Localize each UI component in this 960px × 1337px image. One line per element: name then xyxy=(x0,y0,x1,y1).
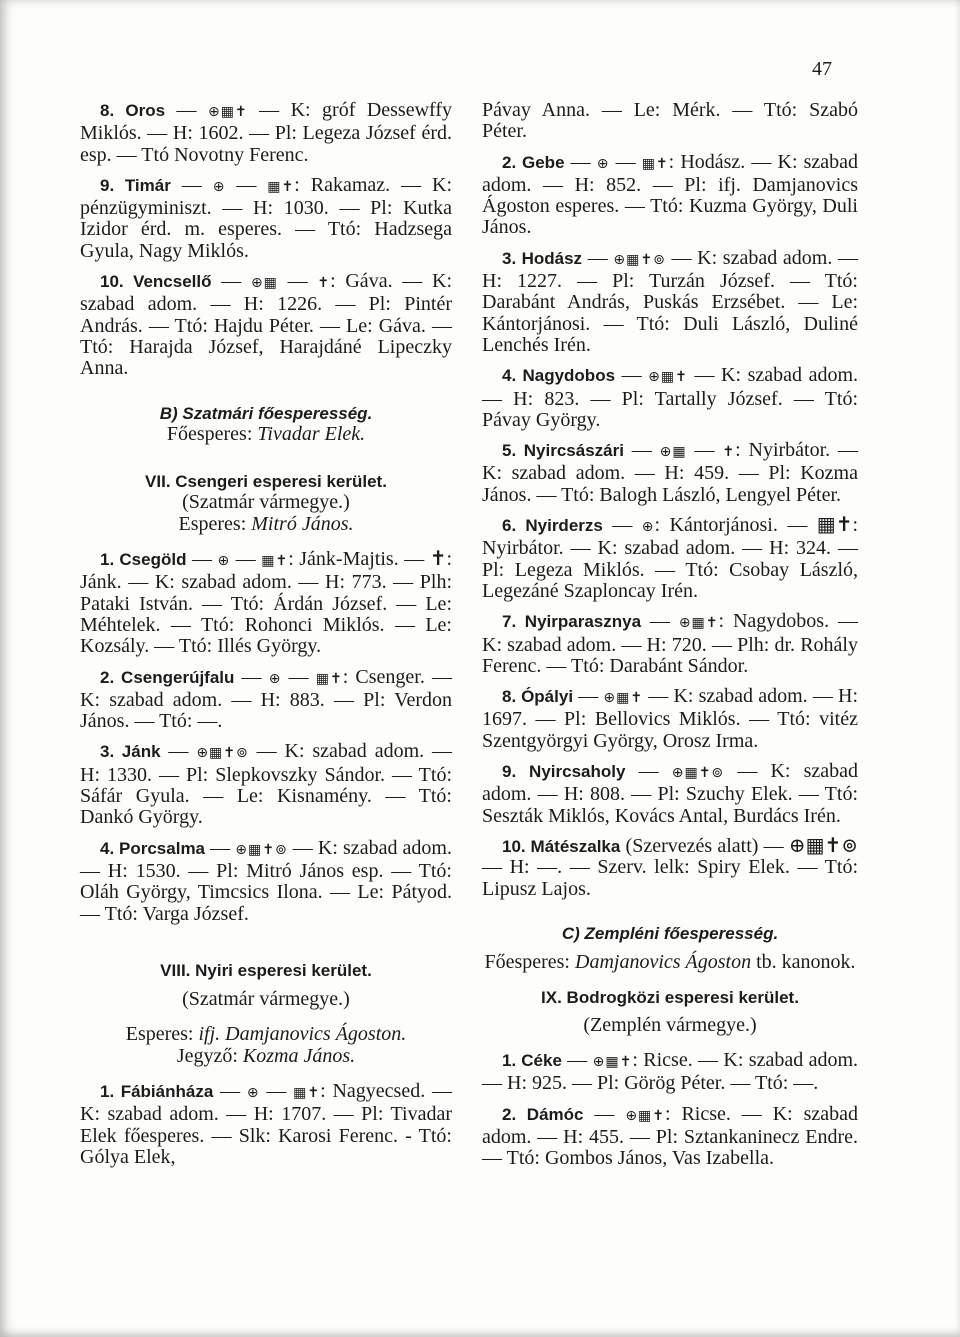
parish-symbols-icon: ⊕▦✝ xyxy=(592,1053,633,1070)
parish-entry-csengerujfalu: 2. Csengerújfalu — ⊕ — ▦✝: Csenger. — K: szabad adom. — H: 883. — Pl: Verdon János. — Ttó: —. xyxy=(80,665,452,733)
parish-entry-damoc: 2. Dámóc — ⊕▦✝: Ricse. — K: szabad adom. — H: 455. — Pl: Sztankaninecz Endre. — Ttó: Gombos János, Vas Izabella. xyxy=(482,1102,859,1170)
parish-entry-gebe: 2. Gebe — ⊕ — ▦✝: Hodász. — K: szabad adom. — H: 852. — Pl: ifj. Damjanovics Ágoston esperes. — Ttó: Kuzma György, Duli János. xyxy=(482,150,859,239)
parish-details: : Kántorjánosi. — ▦✝: Nyirbátor. — K: szabad adom. — H: 324. — Pl: Legeza Miklós. — Ttó: Csobay László, Legezáné Szaploncay Irén. xyxy=(482,514,859,602)
parish-details: : Nagyecsed. — K: szabad adom. — H: 1707. — Pl: Tivadar Elek főesperes. — Slk: Karosi Ferenc. - Ttó: Gólya Elek, xyxy=(80,1079,453,1168)
parish-symbols-icon: ▦✝ xyxy=(315,670,343,687)
parish-entry-jank: 3. Jánk — ⊕▦✝⊚ — K: szabad adom. — H: 1330. — Pl: Slepkovszky Sándor. — Ttó: Sáfár Gyula. — Le: Kisnamény. — Ttó: Dankó György. xyxy=(80,740,453,829)
dean-label: Főesperes: xyxy=(166,422,253,445)
parish-entry-nyircsaholy: 9. Nyircsaholy — ⊕▦✝⊚ — K: szabad adom. — H: 808. — Pl: Szuchy Elek. — Ttó: Seszták Miklós, Kovács Antal, Burdács Irén. xyxy=(482,760,859,827)
parish-entry-opalyi: 8. Ópályi — ⊕▦✝ — K: szabad adom. — H: 1697. — Pl: Bellovics Miklós. — Ttó: vitéz Szentgyörgyi György, Orosz Irma. xyxy=(482,685,859,752)
parish-entry-hodasz: 3. Hodász — ⊕▦✝⊚ — K: szabad adom. — H: 1227. — Pl: Turzán József. — Ttó: Darabánt András, Puskás Erzsébet. — Le: Kántorjánosi. — Ttó: Duli László, Duliné Lenchés Irén. xyxy=(482,246,858,356)
parish-name: 3. Hodász xyxy=(502,248,583,268)
parish-symbols-icon: ⊕▦✝ xyxy=(678,615,719,632)
parish-symbols-icon: ⊕▦✝⊚ xyxy=(235,841,288,858)
parish-details: (Szervezés alatt) — ⊕▦✝⊚ — H: —. — Szerv. lelk: Spiry Elek. — Ttó: Lipusz Lajos. xyxy=(482,834,858,900)
parish-details: : Hodász. — K: szabad adom. — H: 852. — Pl: ifj. Damjanovics Ágoston esperes. — Ttó: Kuzma György, Duli János. xyxy=(482,150,859,239)
parish-entry-fabianhaza: 1. Fábiánháza — ⊕ — ▦✝: Nagyecsed. — K: szabad adom. — H: 1707. — Pl: Tivadar Elek főesperes. — Slk: Karosi Ferenc. - Ttó: Gólya Elek, xyxy=(80,1079,453,1168)
right-column xyxy=(482,100,858,1178)
parish-details: : Jánk-Majtis. — ✝: Jánk. — K: szabad adom. — H: 773. — Plh: Pataki István. — Ttó: Árdán József. — Le: Méhtelek. — Ttó: Rohonci Miklós. — Le: Kozsály. — Ttó: Illés György. xyxy=(80,548,453,658)
dean-name: Damjanovics Ágoston xyxy=(575,951,752,974)
parish-name: 4. Porcsalma xyxy=(100,838,206,858)
parish-symbols-icon: ⊕ xyxy=(641,519,655,536)
parish-symbols-icon: ⊕▦ xyxy=(250,275,278,292)
dean-label: Főesperes: xyxy=(484,951,570,974)
county-line: (Szatmár vármegye.) xyxy=(182,491,350,514)
parish-symbols-icon: ⊕ xyxy=(217,553,231,570)
parish-entry-porcsalma: 4. Porcsalma — ⊕▦✝⊚ — K: szabad adom. — H: 1530. — Pl: Mitró János esp. — Ttó: Oláh György, Timcsics Ilona. — Le: Pátyod. — Ttó: Varga József. xyxy=(80,836,452,925)
district-heading: VII. Csengeri esperesi kerület. xyxy=(145,472,387,492)
dean-name: ifj. Damjanovics Ágoston. xyxy=(198,1023,407,1046)
page-number: 47 xyxy=(812,58,832,80)
dean-name: Tivadar Elek. xyxy=(257,422,366,445)
parish-symbols-icon: ⊕▦✝ xyxy=(207,104,248,120)
parish-details: : Csenger. — K: szabad adom. — H: 883. — Pl: Verdon János. — Ttó: —. xyxy=(80,665,452,733)
dean-line xyxy=(482,952,858,973)
notary-name: Kozma János. xyxy=(242,1044,356,1067)
parish-entry-nagydobos: 4. Nagydobos — ⊕▦✝ — K: szabad adom. — H: 823. — Pl: Tartally József. — Ttó: Pávay György. xyxy=(482,364,859,431)
parish-symbols-icon: ⊕▦✝⊚ xyxy=(613,251,666,268)
parish-name: 10. Vencsellő xyxy=(100,272,212,292)
parish-symbols-icon: ⊕ xyxy=(212,178,226,195)
parish-symbols-icon: ⊕▦✝ xyxy=(603,690,644,707)
parish-symbols-icon: ▦✝ xyxy=(641,155,669,172)
dean-label: Esperes: xyxy=(125,1023,194,1046)
parish-name: 2. Csengerújfalu xyxy=(100,667,235,687)
parish-details: — K: szabad adom. — H: 808. — Pl: Szuchy Elek. — Ttó: Seszták Miklós, Kovács Antal, Burdács Irén. xyxy=(482,760,859,827)
section-heading: B) Szatmári főesperesség. xyxy=(159,403,373,423)
parish-symbols-icon: ▦✝ xyxy=(261,553,289,570)
parish-symbols-icon: ✝ xyxy=(317,275,331,292)
parish-symbols-icon: ⊕▦ xyxy=(659,444,687,461)
parish-entry-nyircsaszari: 5. Nyircsászári — ⊕▦ — ✝: Nyirbátor. — K: szabad adom. — H: 459. — Pl: Kozma János. — Ttó: Balogh László, Lengyel Péter. xyxy=(482,439,859,506)
parish-details: — K: szabad adom. — H: 1530. — Pl: Mitró János esp. — Ttó: Oláh György, Timcsics Ilona. — Le: Pátyod. — Ttó: Varga József. xyxy=(80,836,452,925)
parish-details: K: gróf Dessewffy Miklós. — H: 1602. — Pl: Legeza József érd. esp. — Ttó Novotny Ferenc. xyxy=(80,99,452,166)
parish-symbols-icon: ✝ xyxy=(722,444,736,461)
parish-details: : Nyirbátor. — K: szabad adom. — H: 459. — Pl: Kozma János. — Ttó: Balogh László, Lengyel Péter. xyxy=(482,439,859,506)
district-heading: VIII. Nyiri esperesi kerület. xyxy=(160,960,372,980)
dean-name: Mitró János. xyxy=(251,512,354,535)
parish-details: — K: szabad adom. — H: 823. — Pl: Tartally József. — Ttó: Pávay György. xyxy=(482,364,859,431)
parish-name: 2. Dámóc xyxy=(502,1104,584,1124)
parish-symbols-icon: ⊕▦✝⊚ xyxy=(671,765,725,782)
county-line: (Zemplén vármegye.) xyxy=(583,1013,757,1036)
parish-name: 9. Timár xyxy=(100,175,171,195)
parish-name: 6. Nyirderzs xyxy=(502,516,603,536)
parish-symbols-icon: ⊕▦✝⊚ xyxy=(196,745,249,762)
parish-symbols-icon: ⊕ xyxy=(246,1084,260,1101)
dean-line xyxy=(80,424,452,445)
parish-details: — K: szabad adom. — H: 1330. — Pl: Slepkovszky Sándor. — Ttó: Sáfár Gyula. — Le: Kisnamény. — Ttó: Dankó György. xyxy=(80,740,453,829)
parish-details: — K: szabad adom. — H: 1697. — Pl: Bellovics Miklós. — Ttó: vitéz Szentgyörgyi György, Orosz Irma. xyxy=(482,685,859,752)
parish-entry-nyirparasznya: 7. Nyirparasznya — ⊕▦✝: Nagydobos. — K: szabad adom. — H: 720. — Plh: dr. Rohály Ferenc. — Ttó: Darabánt Sándor. xyxy=(482,610,858,677)
dean-line xyxy=(80,514,452,535)
parish-name: 3. Jánk xyxy=(100,742,161,762)
parish-entry-timar: 9. Timár — ⊕ — ▦✝: Rakamaz. — K: pénzügyminiszt. — H: 1030. — Pl: Kutka Izidor érd. m. esperes. — Ttó: Hadzsega Gyula, Nagy Miklós. xyxy=(80,173,452,262)
parish-symbols-icon: ▦✝ xyxy=(293,1084,321,1101)
parish-entry-vencsello: 10. Vencsellő — ⊕▦ — ✝: Gáva. — K: szabad adom. — H: 1226. — Pl: Pintér András. — Ttó: Hajdu Péter. — Le: Gáva. — Ttó: Harajda József, Harajdáné Lipeczky Anna. xyxy=(80,270,452,380)
parish-symbols-icon: ⊕ xyxy=(596,155,610,172)
continued-entry: Pávay Anna. — Le: Mérk. — Ttó: Szabó Péter. xyxy=(482,99,858,143)
parish-name: 1. Csegöld xyxy=(100,550,187,570)
notary-label: Jegyző: xyxy=(176,1044,238,1067)
parish-details: : Ricse. — K: szabad adom. — H: 925. — Pl: Görög Péter. — Ttó: —. xyxy=(482,1048,858,1095)
parish-symbols-icon: ⊕▦✝ xyxy=(625,1107,666,1124)
parish-symbols-icon: ▦✝ xyxy=(267,178,295,195)
parish-name: 2. Gebe xyxy=(502,152,565,172)
parish-entry-csegold: 1. Csegöld — ⊕ — ▦✝: Jánk-Majtis. — ✝: Jánk. — K: szabad adom. — H: 773. — Plh: Pataki István. — Ttó: Árdán József. — Le: Méhtelek. — Ttó: Rohonci Miklós. — Le: Kozsály. — Ttó: Illés György. xyxy=(80,548,453,658)
notary-line xyxy=(80,1046,452,1067)
district-heading: IX. Bodrogközi esperesi kerület. xyxy=(541,988,799,1008)
dean-label: Esperes: xyxy=(178,512,247,535)
parish-name: 8. Oros xyxy=(100,101,166,120)
parish-entry-nyirderzs: 6. Nyirderzs — ⊕: Kántorjánosi. — ▦✝: Nyirbátor. — K: szabad adom. — H: 324. — Pl: Legeza Miklós. — Ttó: Csobay László, Legezáné Szaploncay Irén. xyxy=(482,514,859,602)
parish-details: : Nagydobos. — K: szabad adom. — H: 720. — Plh: dr. Rohály Ferenc. — Ttó: Darabánt Sándor. xyxy=(482,610,858,677)
left-column xyxy=(80,100,452,1177)
parish-name: 8. Ópályi xyxy=(502,687,574,707)
parish-details: : Gáva. — K: szabad adom. — H: 1226. — Pl: Pintér András. — Ttó: Hajdu Péter. — Le: Gáva. — Ttó: Harajda József, Harajdáné Lipeczky Anna. xyxy=(80,270,452,380)
parish-name: 9. Nyircsaholy xyxy=(502,762,626,782)
parish-name: 4. Nagydobos xyxy=(502,366,616,386)
parish-name: 5. Nyircsászári xyxy=(502,441,624,461)
parish-name: 10. Mátészalka xyxy=(502,836,621,856)
parish-name: 1. Fábiánháza xyxy=(100,1081,214,1101)
section-heading: C) Zempléni főesperesség. xyxy=(561,923,779,943)
dean-line xyxy=(80,1024,452,1045)
dean-suffix: tb. kanonok. xyxy=(756,951,856,974)
parish-symbols-icon: ⊕ xyxy=(268,670,282,687)
parish-entry-oros: 8. Oros — ⊕▦✝ — K: gróf Dessewffy Miklós. — H: 1602. — Pl: Legeza József érd. esp. — Ttó Novotny Ferenc. xyxy=(80,99,452,166)
parish-name: 1. Céke xyxy=(502,1050,562,1070)
parish-entry-mateszalka xyxy=(482,836,858,900)
parish-symbols-icon: ⊕▦✝ xyxy=(648,369,688,386)
parish-details: — K: szabad adom. — H: 1227. — Pl: Turzán József. — Ttó: Darabánt András, Puskás Erzsébet. — Le: Kántorjánosi. — Ttó: Duli László, Duliné Lenchés Irén. xyxy=(482,246,858,356)
parish-details: : Rakamaz. — K: pénzügyminiszt. — H: 1030. — Pl: Kutka Izidor érd. m. esperes. — Ttó: Hadzsega Gyula, Nagy Miklós. xyxy=(80,173,452,262)
parish-entry-ceke: 1. Céke — ⊕▦✝: Ricse. — K: szabad adom. — H: 925. — Pl: Görög Péter. — Ttó: —. xyxy=(482,1048,858,1095)
county-line: (Szatmár vármegye.) xyxy=(182,988,350,1011)
parish-details: : Ricse. — K: szabad adom. — H: 455. — Pl: Sztankaninecz Endre. — Ttó: Gombos János, Vas Izabella. xyxy=(482,1102,859,1170)
parish-name: 7. Nyirparasznya xyxy=(502,612,642,632)
